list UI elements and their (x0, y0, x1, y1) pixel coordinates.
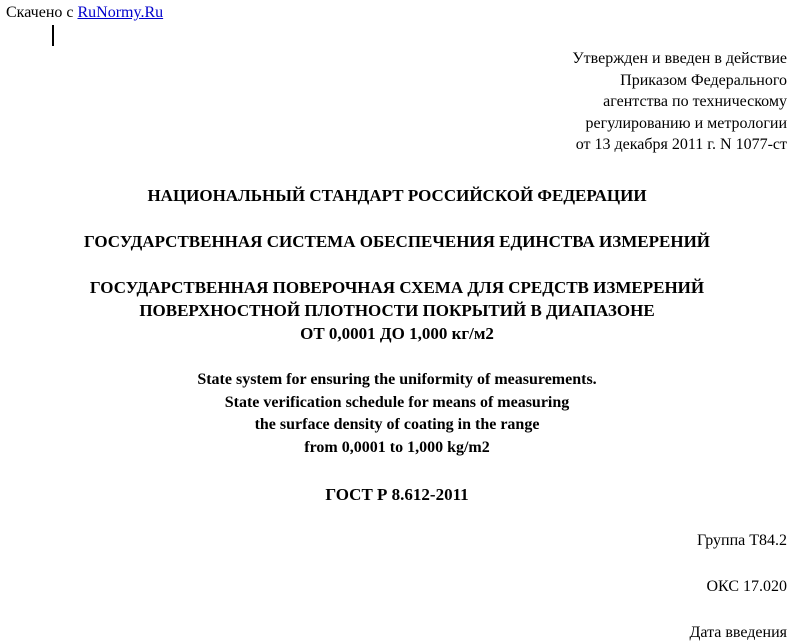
approval-line: агентства по техническому (603, 93, 787, 110)
title-line: ОТ 0,0001 ДО 1,000 кг/м2 (300, 324, 494, 343)
approval-line: от 13 декабря 2011 г. N 1077-ст (575, 136, 787, 153)
english-title-line: State verification schedule for means of measuring (224, 394, 570, 411)
approval-line: регулированию и метрологии (585, 114, 787, 132)
approval-line: Утвержден и введен в действие (572, 50, 787, 67)
english-title-line: the surface density of coating in the range (254, 416, 540, 433)
system-heading: ГОСУДАРСТВЕННАЯ СИСТЕМА ОБЕСПЕЧЕНИЯ ЕДИНСТВА ИЗМЕРЕНИЙ (83, 232, 711, 251)
intro-date-label: Дата введения (689, 624, 787, 641)
english-title-line: from 0,0001 to 1,000 kg/m2 (304, 439, 490, 456)
title-line: ГОСУДАРСТВЕННАЯ ПОВЕРОЧНАЯ СХЕМА ДЛЯ СРЕДСТВ ИЗМЕРЕНИЙ (89, 278, 705, 297)
oks-code: ОКС 17.020 (706, 578, 787, 595)
source-line (6, 3, 163, 23)
title-line: ПОВЕРХНОСТНОЙ ПЛОТНОСТИ ПОКРЫТИЙ В ДИАПАЗОНЕ (139, 301, 655, 320)
national-standard-heading: НАЦИОНАЛЬНЫЙ СТАНДАРТ РОССИЙСКОЙ ФЕДЕРАЦИИ (147, 186, 647, 205)
group-code: Группа Т84.2 (696, 532, 787, 549)
standard-code: ГОСТ Р 8.612-2011 (325, 485, 469, 504)
source-prefix: Скачено с (6, 4, 74, 21)
source-link[interactable]: RuNormy.Ru (77, 4, 164, 21)
english-title-line: State system for ensuring the uniformity of measurements. (197, 371, 597, 388)
text-cursor (52, 25, 54, 46)
approval-line: Приказом Федерального (620, 71, 787, 89)
approval-block (572, 48, 787, 156)
